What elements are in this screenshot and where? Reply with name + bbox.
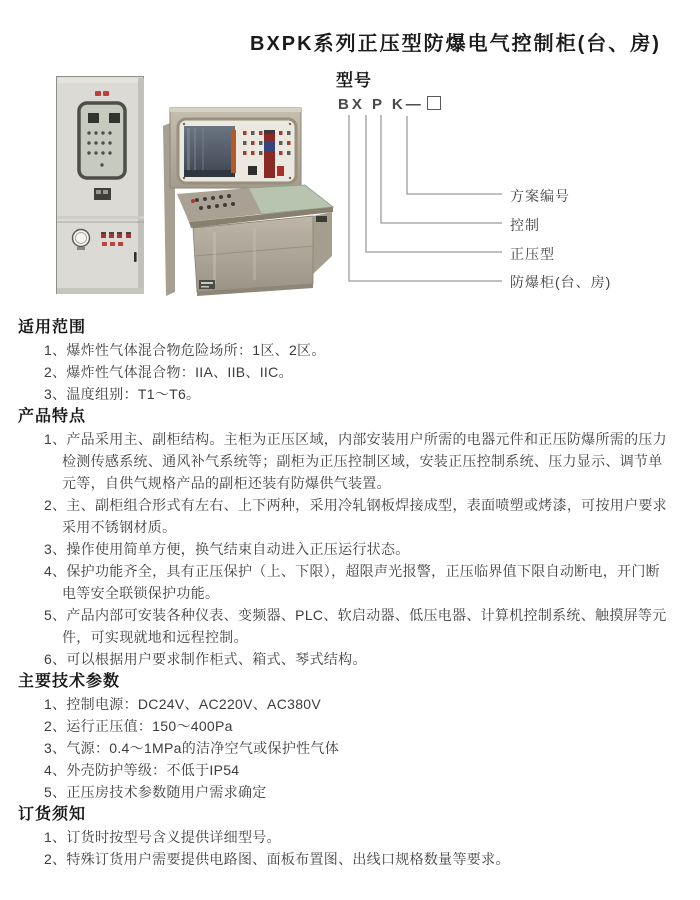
section-tech-params: [0, 670, 700, 803]
list-item: 2、特殊订货用户需要提供电路图、面板布置图、出线口规格数量等要求。: [44, 851, 510, 867]
list-item: 2、主、副柜组合形式有左右、上下两种，采用冷轧钢板焊接成型，表面喷塑或烤漆，可按用户要求采用不锈钢材质。: [44, 497, 667, 535]
console-screen: [184, 126, 236, 177]
section-scope: [0, 316, 700, 405]
list-item: 5、产品内部可安装各种仪表、变频器、PLC、软启动器、低压电器、计算机控制系统、触摸屏等元件，可实现就地和远程控制。: [44, 607, 667, 645]
content-sections: [0, 316, 700, 870]
section-heading: 适用范围: [18, 319, 87, 336]
list-item: 4、保护功能齐全，具有正压保护（上、下限），超限声光报警，正压临界值下限自动断电，开门断电等安全联锁保护功能。: [44, 563, 660, 601]
console-nameplate: [199, 280, 215, 289]
cabinet-door-handle: [134, 252, 137, 262]
list-item: 3、温度组别：T1～T6。: [44, 386, 201, 402]
list-item: 3、气源：0.4～1MPa的洁净空气或保护性气体: [44, 740, 340, 756]
model-heading: 型号: [336, 71, 372, 90]
console-product-image: [153, 104, 338, 300]
section-features: [0, 405, 700, 670]
cabinet-product-image: [56, 76, 146, 296]
model-code-letters: BX P K: [338, 96, 406, 113]
list-item: 3、操作使用简单方便，换气结束自动进入正压运行状态。: [44, 541, 410, 557]
section-heading: 订货须知: [18, 806, 87, 823]
list-item: 1、产品采用主、副柜结构。主柜为正压区域，内部安装用户所需的电器元件和正压防爆所需的压力检测传感系统、通风补气系统等；副柜为正压控制区域，安装正压控制系统、压力显示、调节单元等，自供气规格产品的副柜还装有防爆供气装置。: [44, 431, 667, 491]
model-label-pressurized-type: 正压型: [510, 246, 555, 262]
model-label-exproof-cabinet: 防爆柜(台、房): [510, 274, 612, 290]
list-item: 2、运行正压值：150～400Pa: [44, 718, 233, 734]
list-item: 1、订货时按型号含义提供详细型号。: [44, 829, 281, 845]
list-item: 6、可以根据用户要求制作柜式、箱式、琴式结构。: [44, 651, 367, 667]
list-item: 1、爆炸性气体混合物危险场所：1区、2区。: [44, 342, 326, 358]
model-diagram-lines: [330, 60, 700, 300]
list-item: 2、爆炸性气体混合物：IIA、IIB、IIC。: [44, 364, 293, 380]
model-label-control: 控制: [510, 217, 540, 233]
cabinet-display-panel: [94, 188, 111, 200]
list-item: 5、正压房技术参数随用户需求确定: [44, 784, 267, 800]
model-code-dash: —: [405, 96, 424, 113]
section-ordering: [0, 803, 700, 870]
console-center-unit: [264, 130, 275, 178]
list-item: 4、外壳防护等级：不低于IP54: [44, 762, 240, 778]
list-item: 1、控制电源：DC24V、AC220V、AC380V: [44, 696, 322, 712]
section-heading: 主要技术参数: [18, 673, 121, 690]
section-heading: 产品特点: [18, 408, 87, 425]
cabinet-window: [79, 103, 125, 178]
page-title: BXPK系列正压型防爆电气控制柜(台、房): [250, 33, 661, 55]
model-label-scheme-number: 方案编号: [510, 188, 570, 204]
console-panel-window: [178, 119, 296, 183]
